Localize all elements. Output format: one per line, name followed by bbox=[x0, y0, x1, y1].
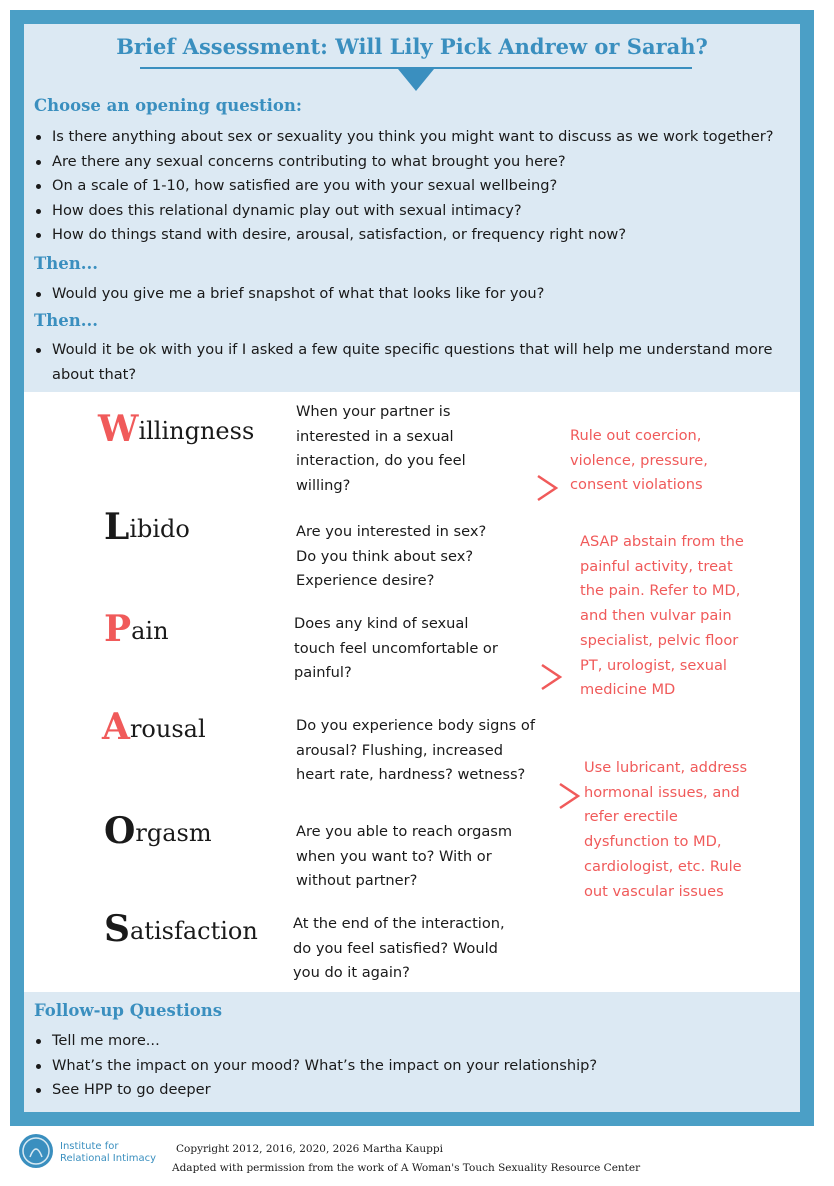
list-item: Tell me more... bbox=[34, 1029, 794, 1054]
arrow-arousal-icon bbox=[150, 784, 578, 808]
arrow-pain-icon bbox=[404, 665, 560, 689]
note-pain: ASAP abstain from the painful activity, treat the pain. Refer to MD, and then vulvar pain specialist, pelvic floor PT, urologist, sexual medicine MD bbox=[580, 533, 744, 699]
list-item: Would it be ok with you if I asked a few quite specific questions that will help me understand more about that? bbox=[34, 338, 792, 387]
institute-logo-icon bbox=[18, 1133, 54, 1169]
question-pain: Does any kind of sexual touch feel uncomfortable or painful? bbox=[294, 615, 498, 681]
wlpaos-rest: ain bbox=[131, 617, 169, 645]
followup-list bbox=[34, 1029, 794, 1103]
question-satisfaction: At the end of the interaction, do you feel satisfied? Would you do it again? bbox=[293, 915, 505, 981]
wlpaos-rest: ibido bbox=[129, 515, 190, 543]
wlpaos-rest: rousal bbox=[129, 715, 206, 743]
opening-heading: Choose an opening question: bbox=[34, 96, 302, 115]
list-item: Are there any sexual concerns contributing to what brought you here? bbox=[34, 150, 794, 175]
list-item: Would you give me a brief snapshot of what that looks like for you? bbox=[34, 282, 794, 307]
note-coercion: Rule out coercion, violence, pressure, consent violations bbox=[570, 427, 708, 494]
list-item: How do things stand with desire, arousal, satisfaction, or frequency right now? bbox=[34, 223, 794, 248]
wlpaos-letter: P bbox=[104, 608, 132, 650]
arrow-willingness-icon bbox=[380, 476, 556, 500]
wlpaos-rest: rgasm bbox=[135, 819, 212, 847]
question-libido: Are you interested in sex? Do you think about sex? Experience desire? bbox=[296, 523, 487, 589]
question-arousal: Do you experience body signs of arousal? Flushing, increased heart rate, hardness? wetness? bbox=[296, 717, 535, 783]
wlpaos-letter: A bbox=[102, 706, 130, 748]
wlpaos-rest: illingness bbox=[138, 417, 255, 445]
followup-heading: Follow-up Questions bbox=[34, 1001, 223, 1020]
wlpaos-letter: L bbox=[104, 506, 130, 548]
list-item: Is there anything about sex or sexuality you think you might want to discuss as we work together? bbox=[34, 125, 794, 150]
question-orgasm: Are you able to reach orgasm when you want to? With or without partner? bbox=[296, 823, 513, 889]
logo-line-1: Institute for bbox=[60, 1141, 119, 1152]
note-arousal: Use lubricant, address hormonal issues, and refer erectile dysfunction to MD, cardiologist, etc. Rule out vascular issues bbox=[584, 759, 748, 900]
page-title: Brief Assessment: Will Lily Pick Andrew or Sarah? bbox=[116, 34, 708, 59]
wlpaos-letter: O bbox=[104, 810, 136, 852]
list-item: See HPP to go deeper bbox=[34, 1078, 794, 1103]
list-item: What’s the impact on your mood? What’s the impact on your relationship? bbox=[34, 1054, 794, 1079]
footer-credits bbox=[172, 1140, 640, 1178]
then-heading-2: Then... bbox=[34, 311, 99, 330]
logo-text bbox=[60, 1141, 156, 1165]
then-heading-1: Then... bbox=[34, 254, 99, 273]
adapted-text: Adapted with permission from the work of A Woman's Touch Sexuality Resource Center bbox=[172, 1162, 641, 1174]
list-item: On a scale of 1-10, how satisfied are you with your sexual wellbeing? bbox=[34, 174, 794, 199]
wlpaos-letter: S bbox=[104, 908, 130, 950]
list-item: How does this relational dynamic play out with sexual intimacy? bbox=[34, 199, 794, 224]
wlpaos-letter: W bbox=[98, 408, 139, 450]
wlpaos-rest: atisfaction bbox=[130, 917, 258, 945]
copyright-text: Copyright 2012, 2016, 2020, 2026 Martha Kauppi bbox=[176, 1143, 443, 1155]
logo-line-2: Relational Intimacy bbox=[60, 1153, 157, 1164]
question-willingness: When your partner is interested in a sexual interaction, do you feel willing? bbox=[296, 403, 466, 494]
